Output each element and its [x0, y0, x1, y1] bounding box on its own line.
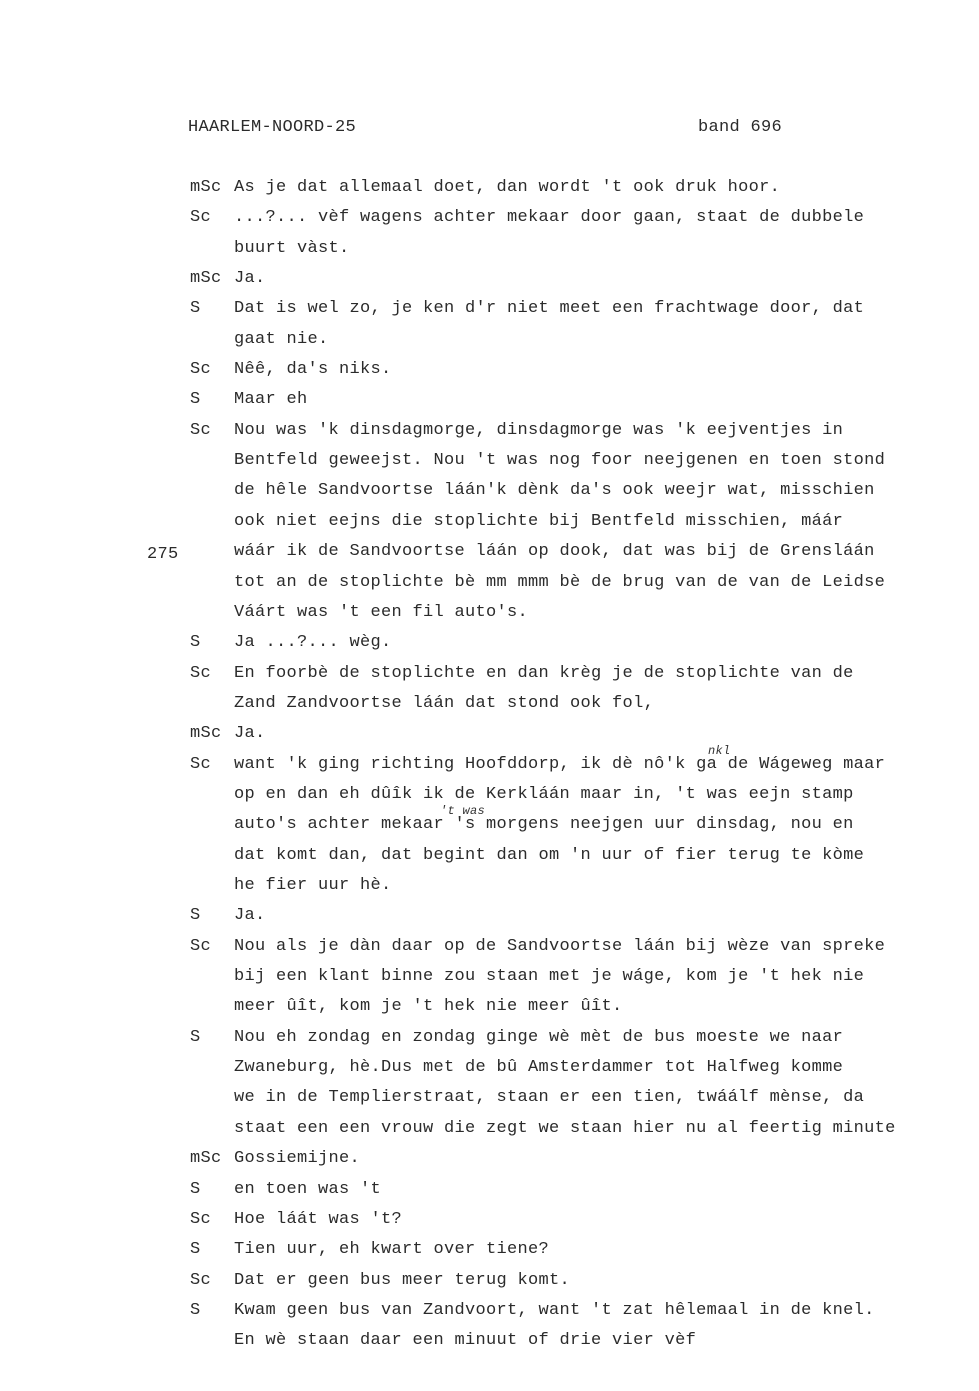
utterance-line: wáár ik de Sandvoortse láán op dook, dat was bij de Grensláán: [234, 542, 875, 562]
speaker-label: S: [190, 906, 201, 926]
utterance-line: Hoe láát was 't?: [234, 1209, 403, 1229]
speaker-label: S: [190, 1179, 201, 1199]
dialogue-turn: [0, 208, 979, 269]
dialogue-turn: [0, 390, 979, 420]
utterance-line: Nêê, da's niks.: [234, 360, 392, 380]
speaker-label: mSc: [190, 269, 222, 289]
dialogue-turn: [0, 724, 979, 754]
document-title: HAARLEM-NOORD-25: [188, 118, 357, 137]
utterance-line: tot an de stoplichte bè mm mmm bè de brug van de van de Leidse: [234, 572, 886, 592]
utterance-line: Ja.: [234, 906, 266, 926]
utterance-line: gaat nie.: [234, 329, 329, 349]
utterance-line: Nou was 'k dinsdagmorge, dinsdagmorge was 'k eejventjes in: [234, 420, 844, 440]
speaker-label: Sc: [190, 936, 212, 956]
dialogue-turn: [0, 664, 979, 725]
dialogue-turn: [0, 269, 979, 299]
speaker-label: S: [190, 1300, 201, 1320]
utterance-line: en toen was 't: [234, 1179, 382, 1199]
dialogue-turn: [0, 755, 979, 907]
utterance-line: Ja ...?... wèg.: [234, 633, 392, 653]
handwritten-annotation: nkl: [708, 744, 731, 758]
dialogue-turn: [0, 937, 979, 1028]
utterance-line: auto's achter mekaar 's morgens neejgen uur dinsdag, nou en: [234, 815, 854, 835]
dialogue-turn: [0, 178, 979, 208]
dialogue-turn: [0, 1028, 979, 1149]
dialogue-turn: [0, 633, 979, 663]
utterance-line: Dat er geen bus meer terug komt.: [234, 1270, 571, 1290]
utterance-line: Ja.: [234, 724, 266, 744]
utterance-line: Zand Zandvoortse láán dat stond ook fol,: [234, 693, 655, 713]
speaker-label: Sc: [190, 420, 212, 440]
speaker-label: Sc: [190, 1270, 212, 1290]
speaker-label: Sc: [190, 754, 212, 774]
speaker-label: mSc: [190, 1149, 222, 1169]
dialogue-turn: [0, 906, 979, 936]
dialogue-turn: [0, 421, 979, 633]
dialogue-turn: [0, 299, 979, 360]
utterance-line: Tien uur, eh kwart over tiene?: [234, 1240, 550, 1260]
dialogue-turn: [0, 1301, 979, 1362]
utterance-line: ...?... vèf wagens achter mekaar door gaan, staat de dubbele: [234, 208, 865, 228]
utterance-line: op en dan eh dûîk ik de Kerkláán maar in, 't was eejn stamp: [234, 784, 854, 804]
speaker-label: S: [190, 299, 201, 319]
utterance-line: want 'k ging richting Hoofddorp, ik dè nô'k ga de Wágeweg maar: [234, 754, 886, 774]
utterance-line: En wè staan daar een minuut of drie vier vèf: [234, 1331, 697, 1351]
utterance-line: staat een een vrouw die zegt we staan hier nu al feertig minute: [234, 1118, 896, 1138]
utterance-line: Bentfeld geweejst. Nou 't was nog foor neejgenen en toen stond: [234, 451, 886, 471]
dialogue-turn: [0, 1240, 979, 1270]
speaker-label: S: [190, 1027, 201, 1047]
speaker-label: S: [190, 390, 201, 410]
utterance-line: Ja.: [234, 269, 266, 289]
utterance-line: Nou eh zondag en zondag ginge wè mèt de bus moeste we naar: [234, 1027, 844, 1047]
speaker-label: S: [190, 633, 201, 653]
utterance-line: buurt vàst.: [234, 238, 350, 258]
utterance-line: ook niet eejns die stoplichte bij Bentfeld misschien, máár: [234, 511, 844, 531]
speaker-label: Sc: [190, 663, 212, 683]
utterance-line: de hêle Sandvoortse láán'k dènk da's ook weejr wat, misschien: [234, 481, 875, 501]
dialogue-turn: [0, 1149, 979, 1179]
utterance-line: As je dat allemaal doet, dan wordt 't ook druk hoor.: [234, 178, 781, 197]
utterance-line: En foorbè de stoplichte en dan krèg je de stoplichte van de: [234, 663, 854, 683]
utterance-line: Dat is wel zo, je ken d'r niet meet een frachtwage door, dat: [234, 299, 865, 319]
speaker-label: mSc: [190, 724, 222, 744]
speaker-label: Sc: [190, 360, 212, 380]
speaker-label: mSc: [190, 178, 222, 197]
dialogue-turn: [0, 360, 979, 390]
utterance-line: Zwaneburg, hè.Dus met de bû Amsterdammer tot Halfweg komme: [234, 1058, 844, 1078]
margin-line-number: 275: [147, 545, 179, 564]
utterance-line: Maar eh: [234, 390, 308, 410]
utterance-line: we in de Templierstraat, staan er een tien, twáálf mènse, da: [234, 1088, 865, 1108]
speaker-label: S: [190, 1240, 201, 1260]
band-number: band 696: [698, 118, 783, 137]
utterance-line: he fier uur hè.: [234, 876, 392, 896]
utterance-line: bij een klant binne zou staan met je wáge, kom je 't hek nie: [234, 967, 865, 987]
speaker-label: Sc: [190, 208, 212, 228]
utterance-line: Kwam geen bus van Zandvoort, want 't zat hêlemaal in de knel.: [234, 1300, 875, 1320]
utterance-line: Gossiemijne.: [234, 1149, 361, 1169]
utterance-line: Nou als je dàn daar op de Sandvoortse láán bij wèze van spreke: [234, 936, 886, 956]
utterance-line: Váárt was 't een fil auto's.: [234, 602, 529, 622]
handwritten-annotation: 't was: [440, 804, 486, 818]
dialogue-turn: [0, 1180, 979, 1210]
dialogue-turn: [0, 1271, 979, 1301]
dialogue-turn: [0, 1210, 979, 1240]
utterance-line: dat komt dan, dat begint dan om 'n uur of fier terug te kòme: [234, 845, 865, 865]
speaker-label: Sc: [190, 1209, 212, 1229]
utterance-line: meer ûît, kom je 't hek nie meer ûît.: [234, 997, 623, 1017]
